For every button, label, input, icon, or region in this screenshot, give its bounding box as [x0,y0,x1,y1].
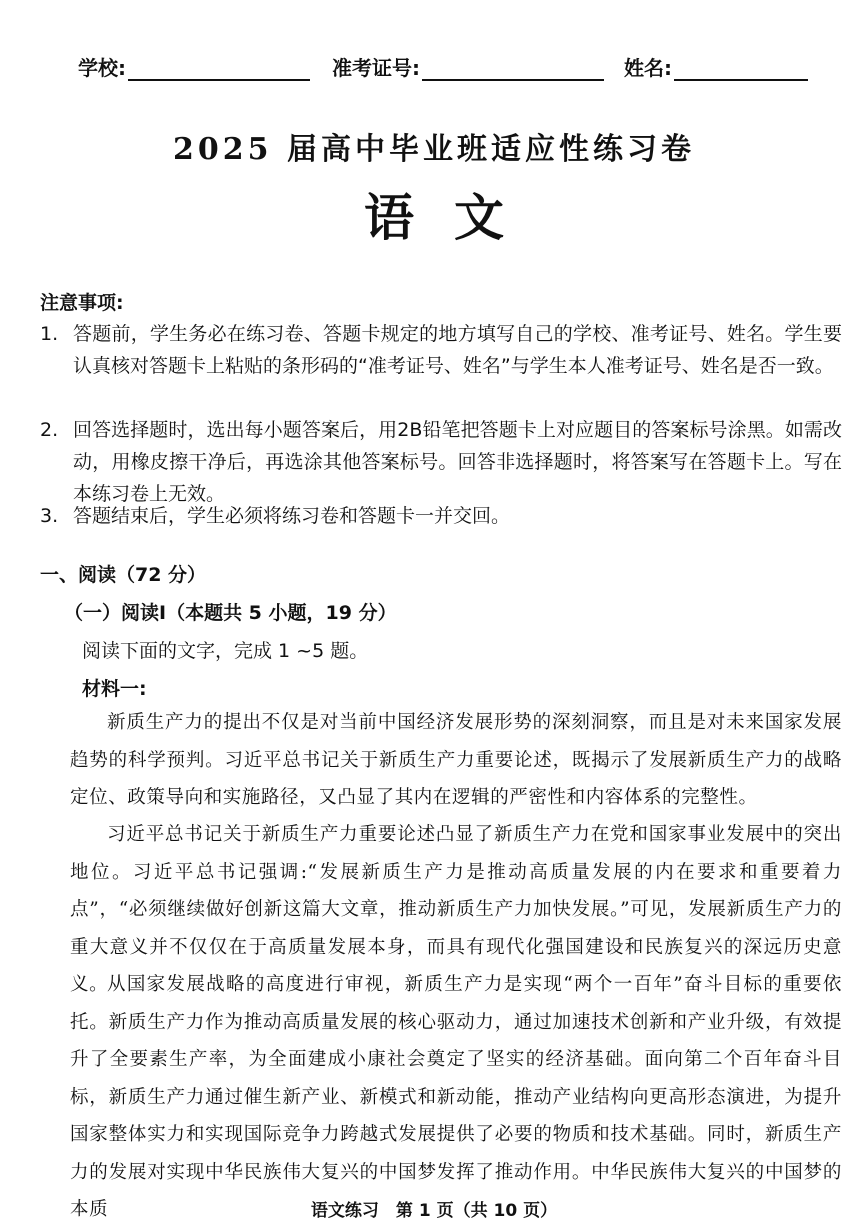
notice-item-text: 答题结束后，学生必须将练习卷和答题卡一并交回。 [73,505,511,527]
notice-item [40,318,842,382]
exam-id-field[interactable] [332,52,604,81]
exam-info-header [78,52,818,86]
notice-item [40,500,842,532]
paragraph: 新质生产力的提出不仅是对当前中国经济发展形势的深刻洞察，而且是对未来国家发展趋势的科学预判。习近平总书记关于新质生产力重要论述，既揭示了发展新质生产力的战略定位、政策导向和实施路径，又凸显了其内在逻辑的严密性和内容体系的完整性。 [70,712,842,808]
paragraph: 从国家发展战略的高度进行审视，新质生产力是实现“两个一百年”奋斗目标的重要依托。新质生产力作为推动高质量发展的核心驱动力，通过加速技术创新和产业升级，有效提升了全要素生产率，为全面建成小康社会奠定了坚实的经济基础。面向第二个百年奋斗目标，新质生产力通过催生新产业、新模式和新动能，推动产业结构向更高形态演进，为提升国家整体实力和实现国际竞争力跨越式发展提供了必要的物质和技术基础。同时，新质生产力的发展对实现中华民族伟大复兴的中国梦发挥了推动作用。中华民族伟大复兴的中国梦的本质 [70,974,842,1220]
name-field[interactable] [624,52,808,81]
exam-id-label: 准考证号: [332,56,420,80]
school-label: 学校: [78,56,126,80]
name-blank[interactable] [674,57,808,81]
school-blank[interactable] [128,57,310,81]
notice-item-text: 回答选择题时，选出每小题答案后，用2B铅笔把答题卡上对应题目的答案标号涂黑。如需改动，用橡皮擦干净后，再选涂其他答案标号。回答非选择题时，将答案写在答题卡上。写在本练习卷上无效。 [73,419,842,505]
sub-section-heading: （一）阅读Ⅰ（本题共 5 小题，19 分） [64,602,397,624]
paragraph: 习近平总书记关于新质生产力重要论述凸显了新质生产力在党和国家事业发展中的突出地位。习近平总书记强调:“发展新质生产力是推动高质量发展的内在要求和重要着力点”，“必须继续做好创新这篇大文章，推动新质生产力加快发展。”可见，发展新质生产力的重大意义并不仅仅在于高质量发展本身，而具有现代化强国建设和民族复兴的深远历史意义。 [70,824,842,995]
notice-item-number: 1. [40,323,59,345]
exam-title: 2025 届高中毕业班适应性练习卷 [173,132,695,167]
reading-instruction: 阅读下面的文字，完成 1 ~5 题。 [82,640,369,662]
notice-heading: 注意事项: [40,292,124,314]
notice-item [40,414,842,510]
notice-item-number: 2. [40,419,59,441]
page-footer: 语文练习 第 1 页（共 10 页） [310,1201,558,1221]
notice-item-number: 3. [40,505,59,527]
material-label: 材料一: [82,678,147,700]
exam-id-blank[interactable] [422,57,604,81]
name-label: 姓名: [624,56,672,80]
subject-title: 语文 [364,188,544,247]
section-heading: 一、阅读（72 分） [40,564,207,586]
school-field[interactable] [78,52,310,81]
notice-item-text: 答题前，学生务必在练习卷、答题卡规定的地方填写自己的学校、准考证号、姓名。学生要认真核对答题卡上粘贴的条形码的“准考证号、姓名”与学生本人准考证号、姓名是否一致。 [73,323,842,377]
